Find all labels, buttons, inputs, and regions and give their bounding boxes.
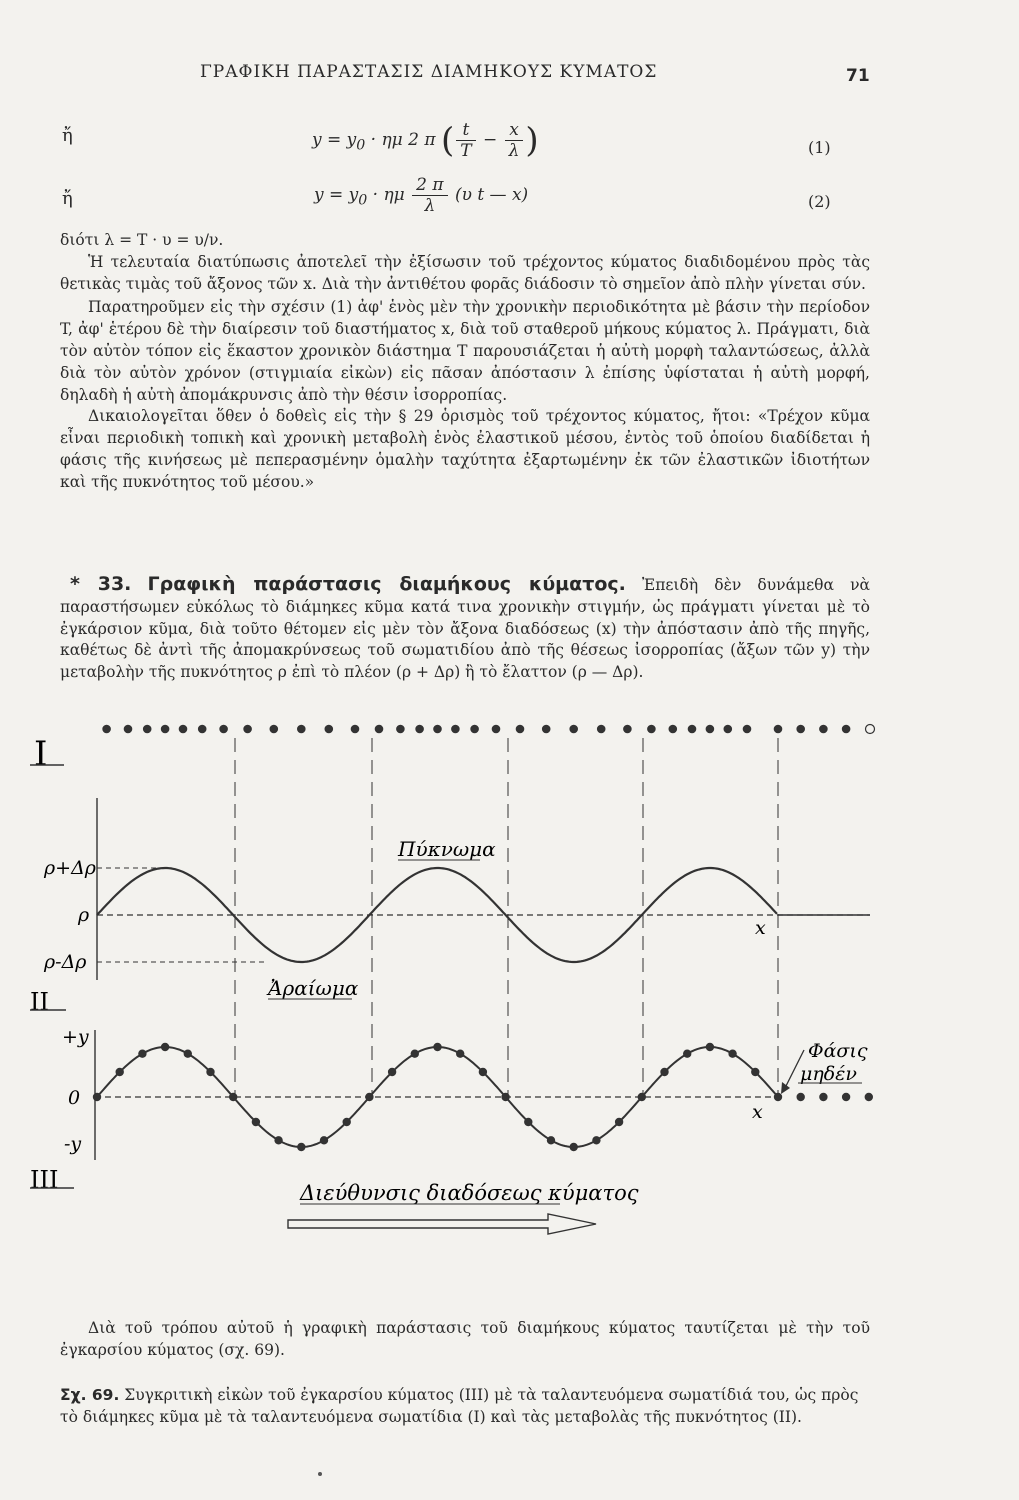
last-particle-open (866, 725, 875, 734)
longitudinal-particle (124, 725, 133, 734)
equation-2 (314, 175, 528, 216)
eq1-number: (1) (808, 138, 831, 157)
eq2-sub: 0 (358, 192, 368, 209)
longitudinal-particle (819, 725, 828, 734)
longitudinal-particle (351, 725, 360, 734)
section-body: Ἐπειδὴ δὲν δυνάμεθα νὰ παραστήσωμεν εὐκόλως τὸ διάμηκες κῦμα κατά τινα χρονικὴν στιγμήν, ὡς πράγματι γίνεται μὲ τὸ ἐγκάρσιον κῦμα, διὰ τοῦτο θέτομεν εἰς μὲν τὸν ἄξονα διαδόσεως (x) τὴν ἀπόστασιν ἀπὸ τῆς πηγῆς, καθέτως δὲ ἀντὶ τῆς ἀπομακρύνσεως τοῦ σωματιδίου ἀπὸ τῆς θέσεως ἰσορροπίας (ἄξων τῶν y) τὴν μεταβολὴν τῆς πυκνότητος ρ ἐπὶ τὸ πλέον (ρ + Δρ) ἢ τὸ ἔλαττον (ρ — Δρ). (60, 576, 870, 682)
transverse-particle (797, 1093, 805, 1101)
pyknoma-label: Πύκνωμα (398, 837, 496, 861)
section-title: Γραφικὴ παράστασις διαμήκους κύματος. (147, 573, 626, 595)
araioma-label: Ἀραίωμα (268, 976, 359, 1000)
transverse-particle (819, 1093, 827, 1101)
page-number: 71 (846, 66, 870, 86)
eq1-minus: − (482, 130, 498, 150)
eq2-number: (2) (808, 192, 831, 211)
transverse-particle (842, 1093, 850, 1101)
longitudinal-particles (102, 725, 850, 734)
transverse-particle (865, 1093, 873, 1101)
transverse-particle (229, 1093, 237, 1101)
transverse-particle (751, 1068, 759, 1076)
longitudinal-particle (270, 725, 279, 734)
transverse-particle (479, 1068, 487, 1076)
transverse-particle (388, 1068, 396, 1076)
transverse-particle (570, 1143, 578, 1151)
longitudinal-particle (569, 725, 578, 734)
transverse-particle (184, 1050, 192, 1058)
transverse-particle (524, 1118, 532, 1126)
transverse-particle (161, 1043, 169, 1051)
direction-label: Διεύθυνσις διαδόσεως κύματος (300, 1181, 639, 1205)
eq1-T: T (456, 140, 475, 161)
eq2-rest: (υ t — x) (454, 185, 529, 205)
body-text-top (60, 230, 870, 494)
longitudinal-particle (688, 725, 697, 734)
longitudinal-particle (706, 725, 715, 734)
longitudinal-particle (161, 725, 170, 734)
longitudinal-particle (325, 725, 334, 734)
transverse-particle (615, 1118, 623, 1126)
eq1-lambda: λ (505, 140, 524, 161)
transverse-particle (501, 1093, 509, 1101)
longitudinal-particle (743, 725, 752, 734)
transverse-particle (343, 1118, 351, 1126)
longitudinal-particle (219, 725, 228, 734)
eq1-lead: ἤ (62, 125, 73, 146)
rho-label: ρ (78, 904, 90, 926)
eq2-lead: ἤ (62, 188, 73, 209)
transverse-particle (320, 1136, 328, 1144)
transverse-particle (547, 1136, 555, 1144)
longitudinal-particle (102, 725, 111, 734)
longitudinal-particle (243, 725, 252, 734)
transverse-particle (456, 1050, 464, 1058)
longitudinal-particle (143, 725, 152, 734)
transverse-particle (93, 1093, 101, 1101)
paragraph-1: Ἡ τελευταία διατύπωσις ἀποτελεῖ τὴν ἐξίσωσιν τοῦ τρέχοντος κύματος διαδιδομένου πρὸς τὰς θετικὰς τιμὰς τοῦ ἄξονος τῶν x. Διὰ τὴν ἀντιθέτου φορᾶς διάδοσιν τὸ σημεῖον ἀπὸ πλὴν γίνεται σύν. (60, 252, 870, 293)
x-label-transverse: x (752, 1101, 763, 1123)
transverse-particle (433, 1043, 441, 1051)
longitudinal-particle (774, 725, 783, 734)
longitudinal-particle (647, 725, 656, 734)
eq1-fn: · ημ 2 π (365, 130, 436, 150)
transverse-particle (592, 1136, 600, 1144)
dioti-line: διότι λ = T · υ = υ/ν. (60, 231, 224, 249)
zero-label: 0 (68, 1087, 81, 1109)
transverse-particle (638, 1093, 646, 1101)
paragraph-2: Παρατηροῦμεν εἰς τὴν σχέσιν (1) ἀφ' ἑνὸς μὲν τὴν χρονικὴν περιοδικότητα μὲ βάσιν τὴν περίοδον T, ἀφ' ἑτέρου δὲ τὴν διαίρεσιν τοῦ διαστήματος x, διὰ τοῦ σταθεροῦ μήκους κύματος λ. Πράγματι, διὰ τὸν αὐτὸν τόπον εἰς ἕκαστον χρονικὸν διάστημα T παρουσιάζεται ἡ αὐτὴ μορφὴ ταλαντώσεως, ἀλλὰ διὰ τὸν αὐτὸν χρόνον (στιγμιαία εἰκὼν) εἰς πᾶσαν ἀπόστασιν λ ἐπίσης ὑφίσταται ἡ αὐτὴ μορφή, δηλαδὴ ἡ αὐτὴ ἀπομάκρυνσις ἀπὸ τὴν θέσιν ἰσορροπίας. (60, 298, 870, 404)
longitudinal-particle (179, 725, 188, 734)
label-I: I (34, 734, 48, 774)
transverse-particle (116, 1068, 124, 1076)
longitudinal-particle (415, 725, 424, 734)
eq1-sub: 0 (356, 137, 366, 154)
longitudinal-particle (396, 725, 405, 734)
eq1-t: t (462, 120, 470, 140)
transverse-particle (706, 1043, 714, 1051)
closing-text: Διὰ τοῦ τρόπου αὐτοῦ ἡ γραφικὴ παράστασις τοῦ διαμήκους κύματος ταυτίζεται μὲ τὴν τοῦ ἐγκαρσίου κύματος (σχ. 69). (60, 1319, 870, 1359)
speck (318, 1472, 322, 1476)
longitudinal-particle (516, 725, 525, 734)
transverse-particle (683, 1050, 691, 1058)
plus-y-label: +y (62, 1026, 89, 1048)
eq2-lambda: λ (412, 195, 447, 216)
rho-minus-label: ρ-Δρ (44, 951, 87, 973)
phase-arrow-head (781, 1082, 790, 1094)
phase-label-1: Φάσις (808, 1040, 868, 1062)
longitudinal-particle (796, 725, 805, 734)
label-III: III (30, 1166, 59, 1194)
paragraph-3: Δικαιολογεῖται ὅθεν ὁ δοθεὶς εἰς τὴν § 29 ὁρισμὸς τοῦ τρέχοντος κύματος, ἤτοι: «Τρέχον κῦμα εἶναι περιοδικὴ τοπικὴ καὶ χρονικὴ μεταβολὴ ἑνὸς ἐλαστικοῦ μέσου, ἐντὸς τοῦ ὁποίου διαδίδεται ἡ φάσις τῆς κινήσεως μὲ πεπερασμένην ὁμαλὴν ταχύτητα ἐξαρτωμένην ἐκ τῶν ἐλαστικῶν ἰδιοτήτων καὶ τῆς πυκνότητος τοῦ μέσου.» (60, 407, 870, 491)
transverse-particle (138, 1050, 146, 1058)
eq2-fn: · ημ (367, 185, 405, 205)
longitudinal-particle (492, 725, 501, 734)
longitudinal-particle (842, 725, 851, 734)
transverse-particle (728, 1050, 736, 1058)
caption-label: Σχ. 69. (60, 1386, 120, 1404)
eq1-x: x (509, 120, 519, 140)
transverse-particle (252, 1118, 260, 1126)
x-label-density: x (755, 917, 766, 939)
longitudinal-particle (669, 725, 678, 734)
eq2-lhs: y = y (314, 185, 359, 205)
section-number: * 33. (70, 573, 132, 595)
longitudinal-particle (375, 725, 384, 734)
longitudinal-particle (470, 725, 479, 734)
minus-y-label: -y (64, 1133, 82, 1155)
longitudinal-particle (198, 725, 207, 734)
caption-text: Συγκριτικὴ εἰκὼν τοῦ ἐγκαρσίου κύματος (III) μὲ τὰ ταλαντευόμενα σωματίδιά του, ὡς πρὸς τὸ διάμηκες κῦμα μὲ τὰ ταλαντευόμενα σωματίδια (I) καὶ τὰς μεταβολὰς τῆς πυκνότητος (II). (60, 1386, 859, 1426)
longitudinal-particle (297, 725, 306, 734)
closing-paragraph (60, 1318, 870, 1362)
longitudinal-particle (433, 725, 442, 734)
transverse-particle (411, 1050, 419, 1058)
rho-plus-label: ρ+Δρ (44, 857, 96, 879)
equation-1: $y = y_0 \cdot \eta\mu$ 2 π ( $\frac{t}{T}$ − $\frac{x}{\lambda}$ ) (312, 120, 539, 161)
label-II: II (30, 988, 49, 1016)
transverse-particle (297, 1143, 305, 1151)
longitudinal-particle (724, 725, 733, 734)
eq1-lhs: y = y (312, 130, 357, 150)
eq2-two-pi: 2 π (416, 175, 444, 195)
section-33 (60, 574, 870, 684)
longitudinal-particle (597, 725, 606, 734)
longitudinal-particle (542, 725, 551, 734)
transverse-particle (274, 1136, 282, 1144)
direction-arrow (288, 1214, 596, 1234)
transverse-particle (660, 1068, 668, 1076)
longitudinal-particle (623, 725, 632, 734)
longitudinal-particle (451, 725, 460, 734)
transverse-particle (206, 1068, 214, 1076)
figure-69 (0, 700, 1019, 1240)
phase-label-2: μηδέν (800, 1063, 857, 1085)
figure-caption (60, 1385, 870, 1429)
running-header: ΓΡΑΦΙΚΗ ΠΑΡΑΣΤΑΣΙΣ ΔΙΑΜΗΚΟΥΣ ΚΥΜΑΤΟΣ (200, 62, 658, 82)
